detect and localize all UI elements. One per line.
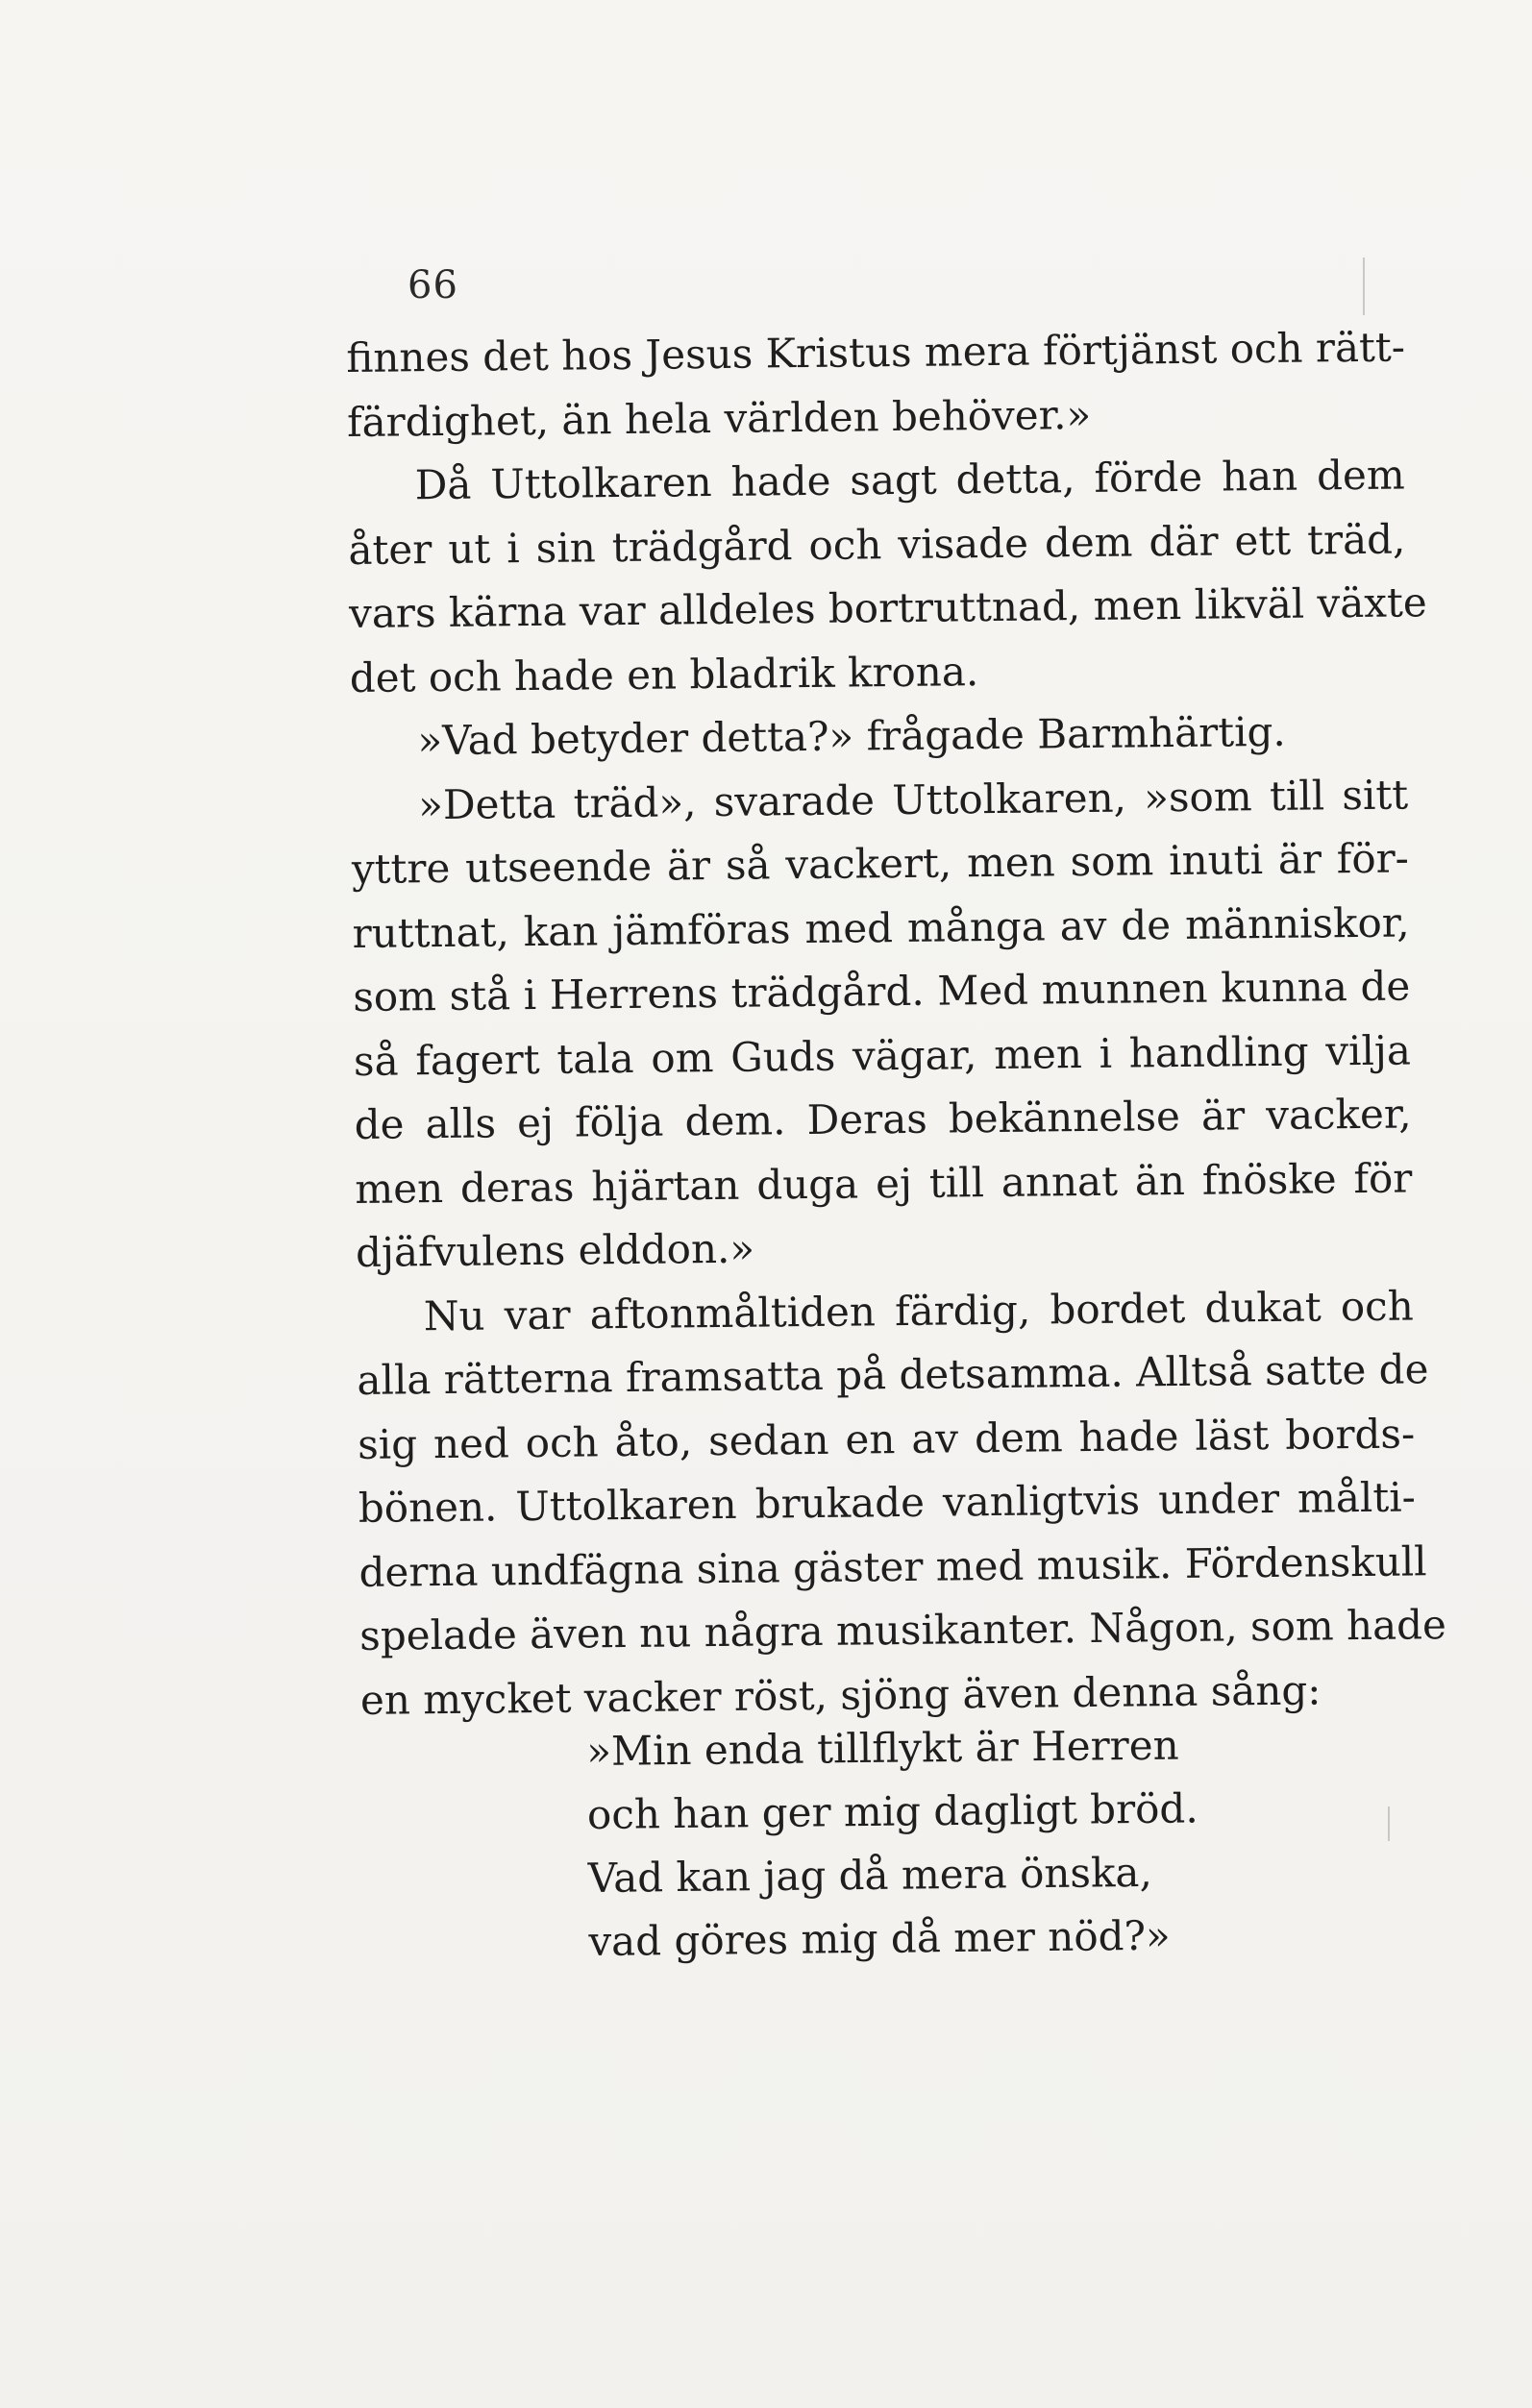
text-line: en mycket vacker röst, sjöng även denna sång: [359, 1665, 1322, 1724]
text-line: sig ned och åto, sedan en av dem hade läst bords- [357, 1409, 1416, 1468]
text-line: så fagert tala om Guds vägar, men i handling vilja [353, 1025, 1412, 1085]
text-line: »Vad betyder detta?» frågade Barmhärtig. [417, 707, 1287, 765]
verse-line: vad göres mig då mer nöd?» [588, 1911, 1171, 1965]
body-text [346, 315, 1447, 1732]
text-line: som stå i Herrens trädgård. Med munnen kunna de [353, 962, 1411, 1020]
verse-line: Vad kan jag då mera önska, [587, 1848, 1153, 1902]
text-line: de alls ej följa dem. Deras bekännelse är vacker, [354, 1090, 1412, 1148]
text-line: det och hade en bladrik krona. [349, 647, 979, 701]
text-line: Nu var aftonmåltiden färdig, bordet dukat och [423, 1281, 1414, 1339]
verse-line: »Min enda tillflykt är Herren [586, 1721, 1179, 1775]
text-line: djäfvulens elddon.» [355, 1224, 755, 1276]
text-line: färdighet, än hela världen behöver.» [346, 390, 1092, 446]
song-verse [586, 1714, 1198, 1974]
text-line: spelade även nu några musikanter. Någon, som hade [359, 1601, 1447, 1659]
text-line: ruttnat, kan jämföras med många av de människor, [352, 897, 1410, 957]
scan-edge-mark [1388, 1806, 1390, 1841]
page-number: 66 [408, 263, 458, 307]
scan-edge-mark [1363, 258, 1365, 315]
text-line: åter ut i sin trädgård och visade dem där ett träd, [348, 514, 1406, 574]
text-line: yttre utseende är så vackert, men som inuti är för- [351, 834, 1410, 893]
text-line: alla rätterna framsatta på detsamma. Alltså satte de [357, 1345, 1429, 1404]
text-line: finnes det hos Jesus Kristus mera förtjänst och rätt- [346, 323, 1406, 381]
text-line: Då Uttolkaren hade sagt detta, förde han dem [414, 451, 1405, 509]
text-line: »Detta träd», svarade Uttolkaren, »som till sitt [417, 770, 1409, 828]
text-line: derna undfägna sina gäster med musik. Fördenskull [358, 1536, 1427, 1596]
text-line: bönen. Uttolkaren brukade vanligtvis under målti- [358, 1473, 1417, 1532]
text-line: men deras hjärtan duga ej till annat än fnöske för [355, 1153, 1413, 1213]
text-line: vars kärna var alldeles bortruttnad, men likväl växte [348, 578, 1427, 637]
verse-line: och han ger mig dagligt bröd. [586, 1784, 1198, 1838]
